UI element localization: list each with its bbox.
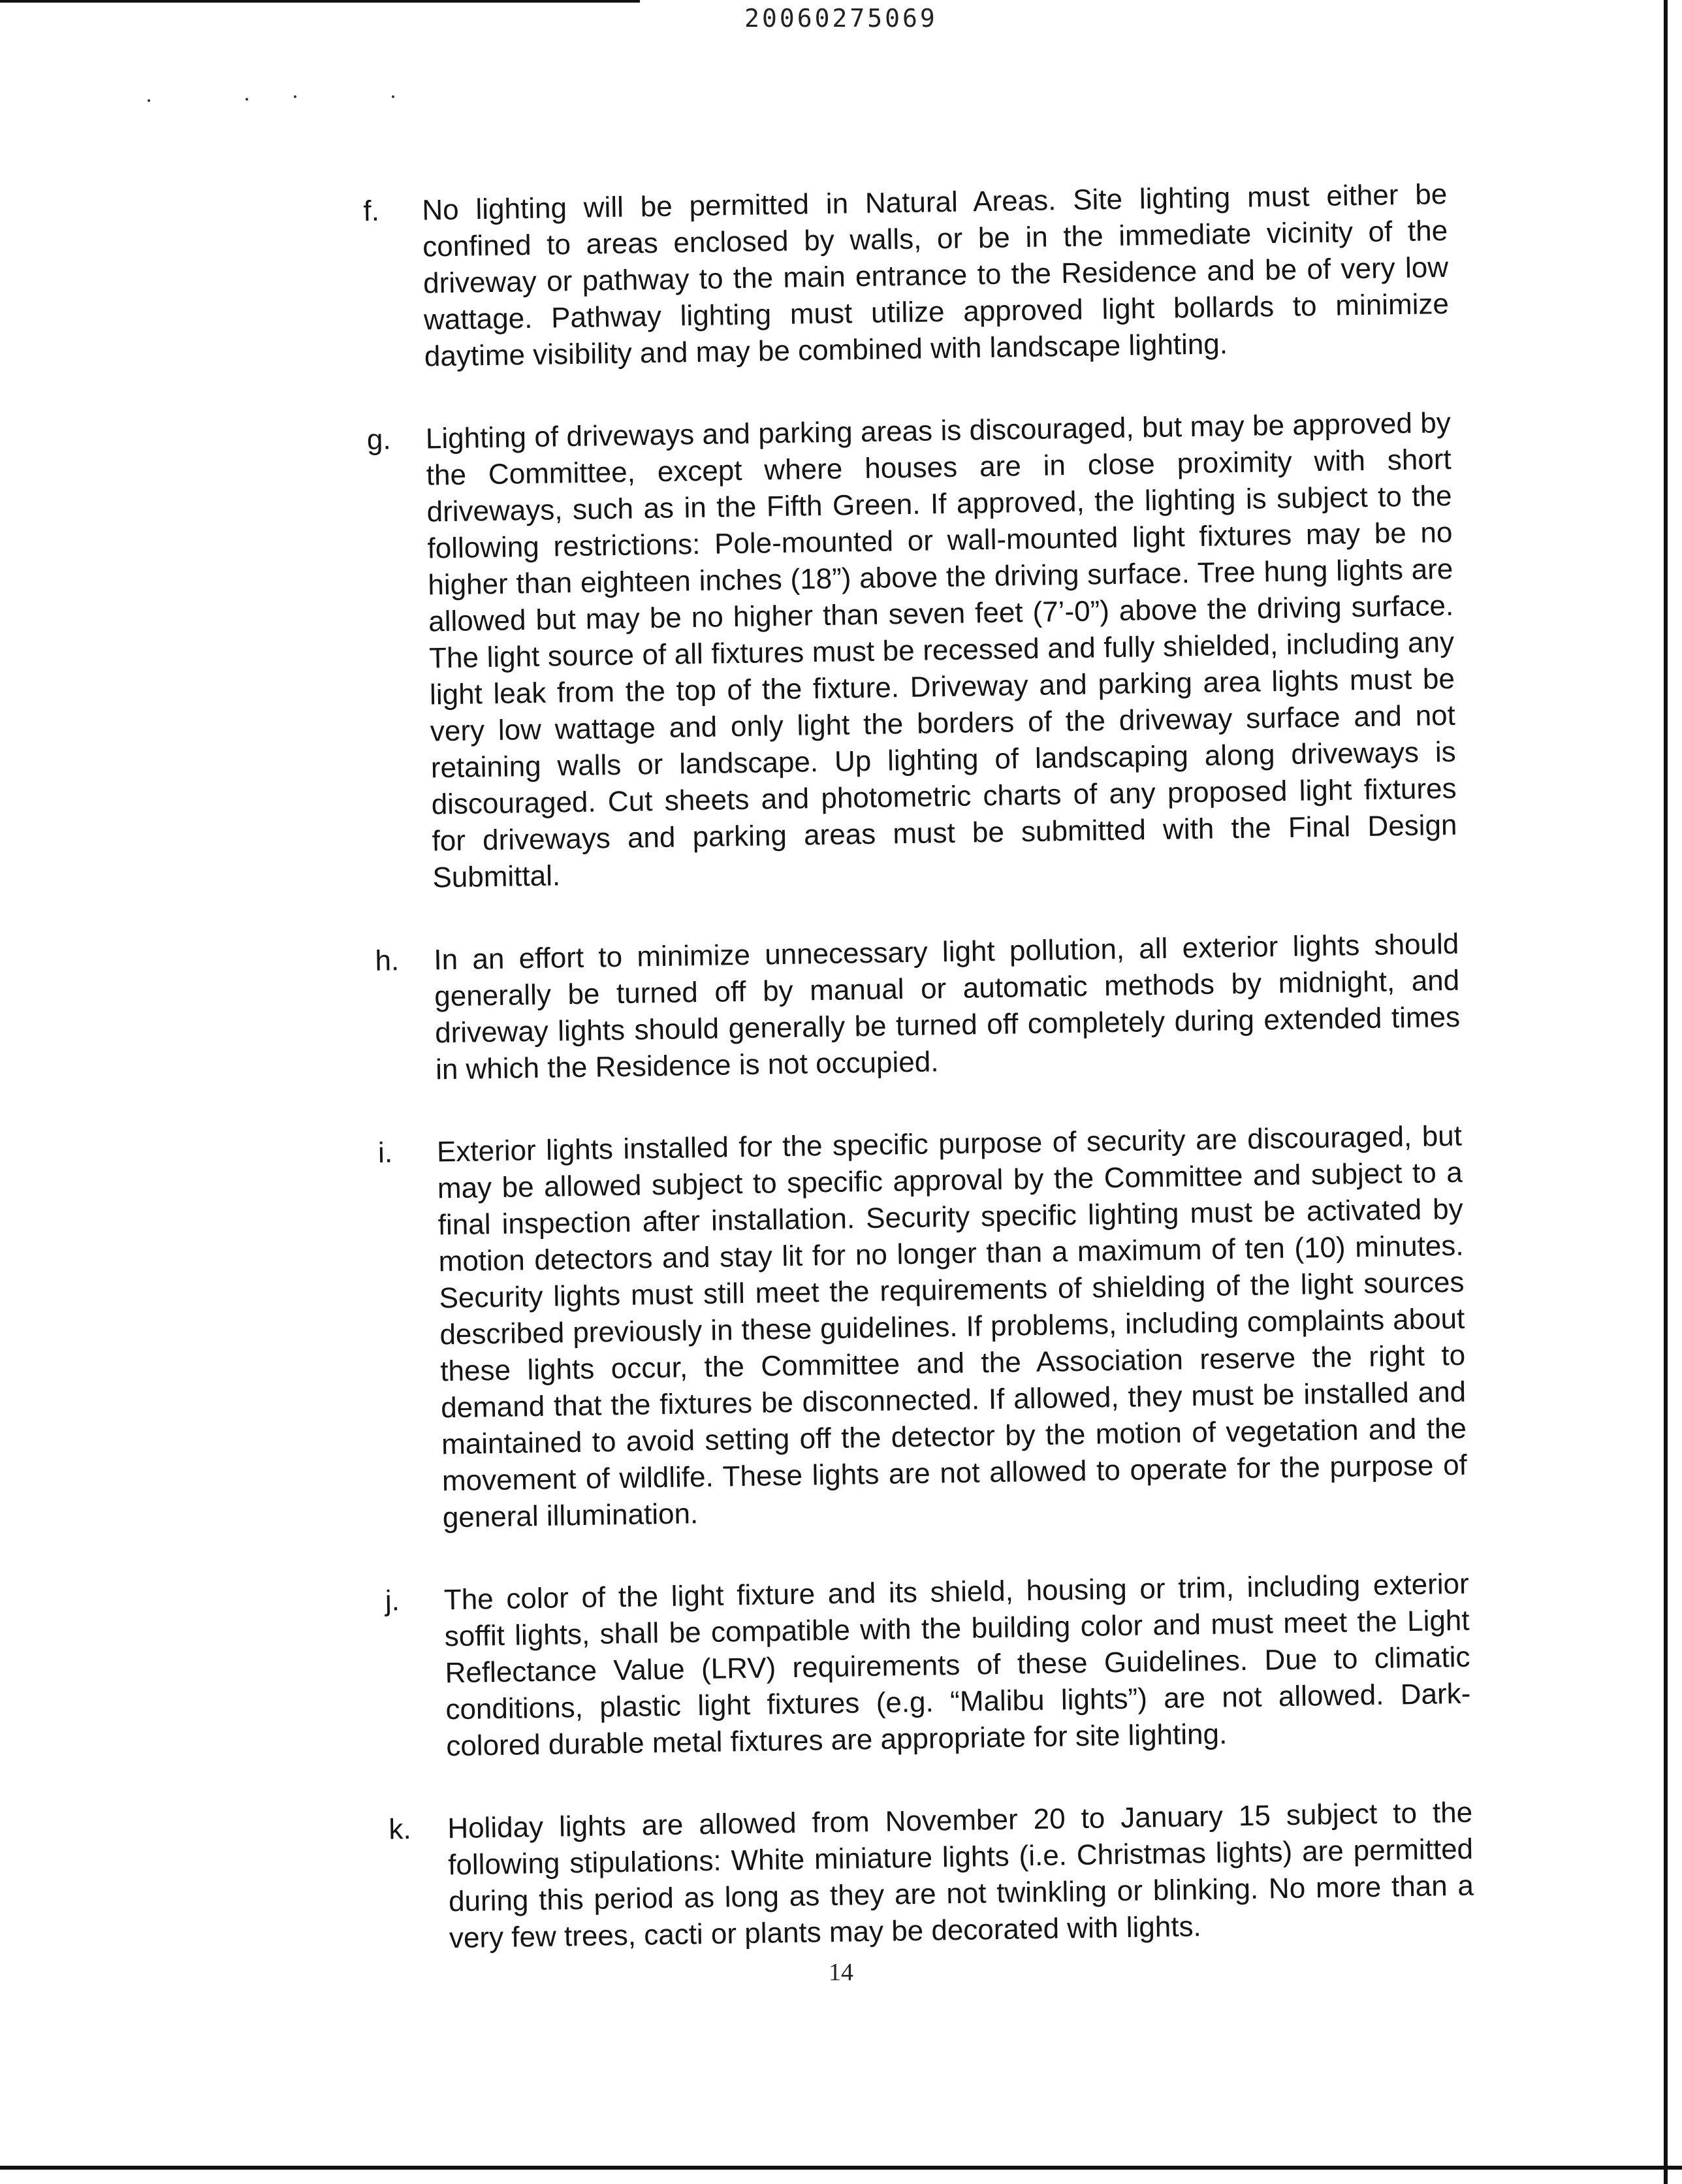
item-text: The color of the light fixture and its shield, housing or trim, including exterior soffit lights, shall be compatible with the building color and must meet the Light Reflectance Value (LRV) requirements of these Guidelines. Due to climatic conditions, plastic light fixtures (e.g. “Malibu lights”) are not allowed. Dark-colored durable metal fixtures are appropriate for site lighting. <box>443 1567 1471 1763</box>
item-letter: f. <box>363 195 380 227</box>
document-body <box>363 176 1475 2004</box>
scan-speck <box>392 95 394 98</box>
list-item-h <box>375 926 1461 1089</box>
list-item-f <box>363 176 1450 376</box>
bottom-scan-border <box>0 2166 1682 2170</box>
page-number: 14 <box>829 1959 853 1986</box>
item-text: No lighting will be permitted in Natural Areas. Site lighting must either be confined to areas enclosed by walls, or be in the immediate vicinity of the driveway or pathway to the main entrance to the Residence and be of very low wattage. Pathway lighting must utilize approved light bollards to minimize daytime visibility and may be combined with landscape lighting. <box>422 178 1450 373</box>
item-letter: k. <box>388 1813 411 1846</box>
item-text: Holiday lights are allowed from November 20 to January 15 subject to the following stipulations: White miniature lights (i.e. Christmas lights) are permitted during this period as long as they are not twinkling or blinking. No more than a very few trees, cacti or plants may be decorated with lights. <box>447 1796 1474 1955</box>
list-item-g <box>366 405 1457 897</box>
item-text: In an effort to minimize unnecessary light pollution, all exterior lights should generally be turned off by manual or automatic methods by midnight, and driveway lights should generally be turned off completely during extended times in which the Residence is not occupied. <box>434 927 1461 1086</box>
item-letter: g. <box>366 423 392 456</box>
top-scan-rule <box>0 0 640 3</box>
right-scan-border <box>1664 0 1668 2184</box>
item-letter: i. <box>377 1136 393 1169</box>
scan-speck <box>148 99 150 102</box>
item-letter: j. <box>385 1584 400 1617</box>
item-letter: h. <box>375 944 400 977</box>
scan-speck <box>294 95 296 98</box>
item-text: Exterior lights installed for the specific purpose of security are discouraged, but may be allowed subject to specific approval by the Committee and subject to a final inspection after installation. Security specific lighting must be activated by motion detectors and stay lit for no longer than a maximum of ten (10) minutes. Security lights must still meet the requirements of shielding of the light sources described previously in these guidelines. If problems, including complaints about these lights occur, the Committee and the Association reserve the right to demand that the fixtures be disconnected. If allowed, they must be installed and maintained to avoid setting off the detector by the motion of vegetation and the movement of wildlife. These lights are not allowed to operate for the purpose of general illumination. <box>436 1119 1468 1534</box>
list-item-j <box>385 1566 1471 1766</box>
document-number: 20060275069 <box>744 4 938 33</box>
scan-speck <box>246 98 248 101</box>
item-text: Lighting of driveways and parking areas is discouraged, but may be approved by the Committee, except where houses are in close proximity with short driveways, such as in the Fifth Green. If approved, the lighting is subject to the following restrictions: Pole-mounted or wall-mounted light fixtures may be no higher than eighteen inches (18”) above the driving surface. Tree hung lights are allowed but may be no higher than seven feet (7’-0”) above the driving surface. The light source of all fixtures must be recessed and fully shielded, including any light leak from the top of the fixture. Driveway and parking area lights must be very low wattage and only light the borders of the driveway surface and not retaining walls or landscape. Up lighting of landscaping along driveways is discouraged. Cut sheets and photometric charts of any proposed light fixtures for driveways and parking areas must be submitted with the Final Design Submittal. <box>425 406 1457 894</box>
list-item-k <box>389 1795 1474 1958</box>
list-item-i <box>378 1118 1468 1537</box>
